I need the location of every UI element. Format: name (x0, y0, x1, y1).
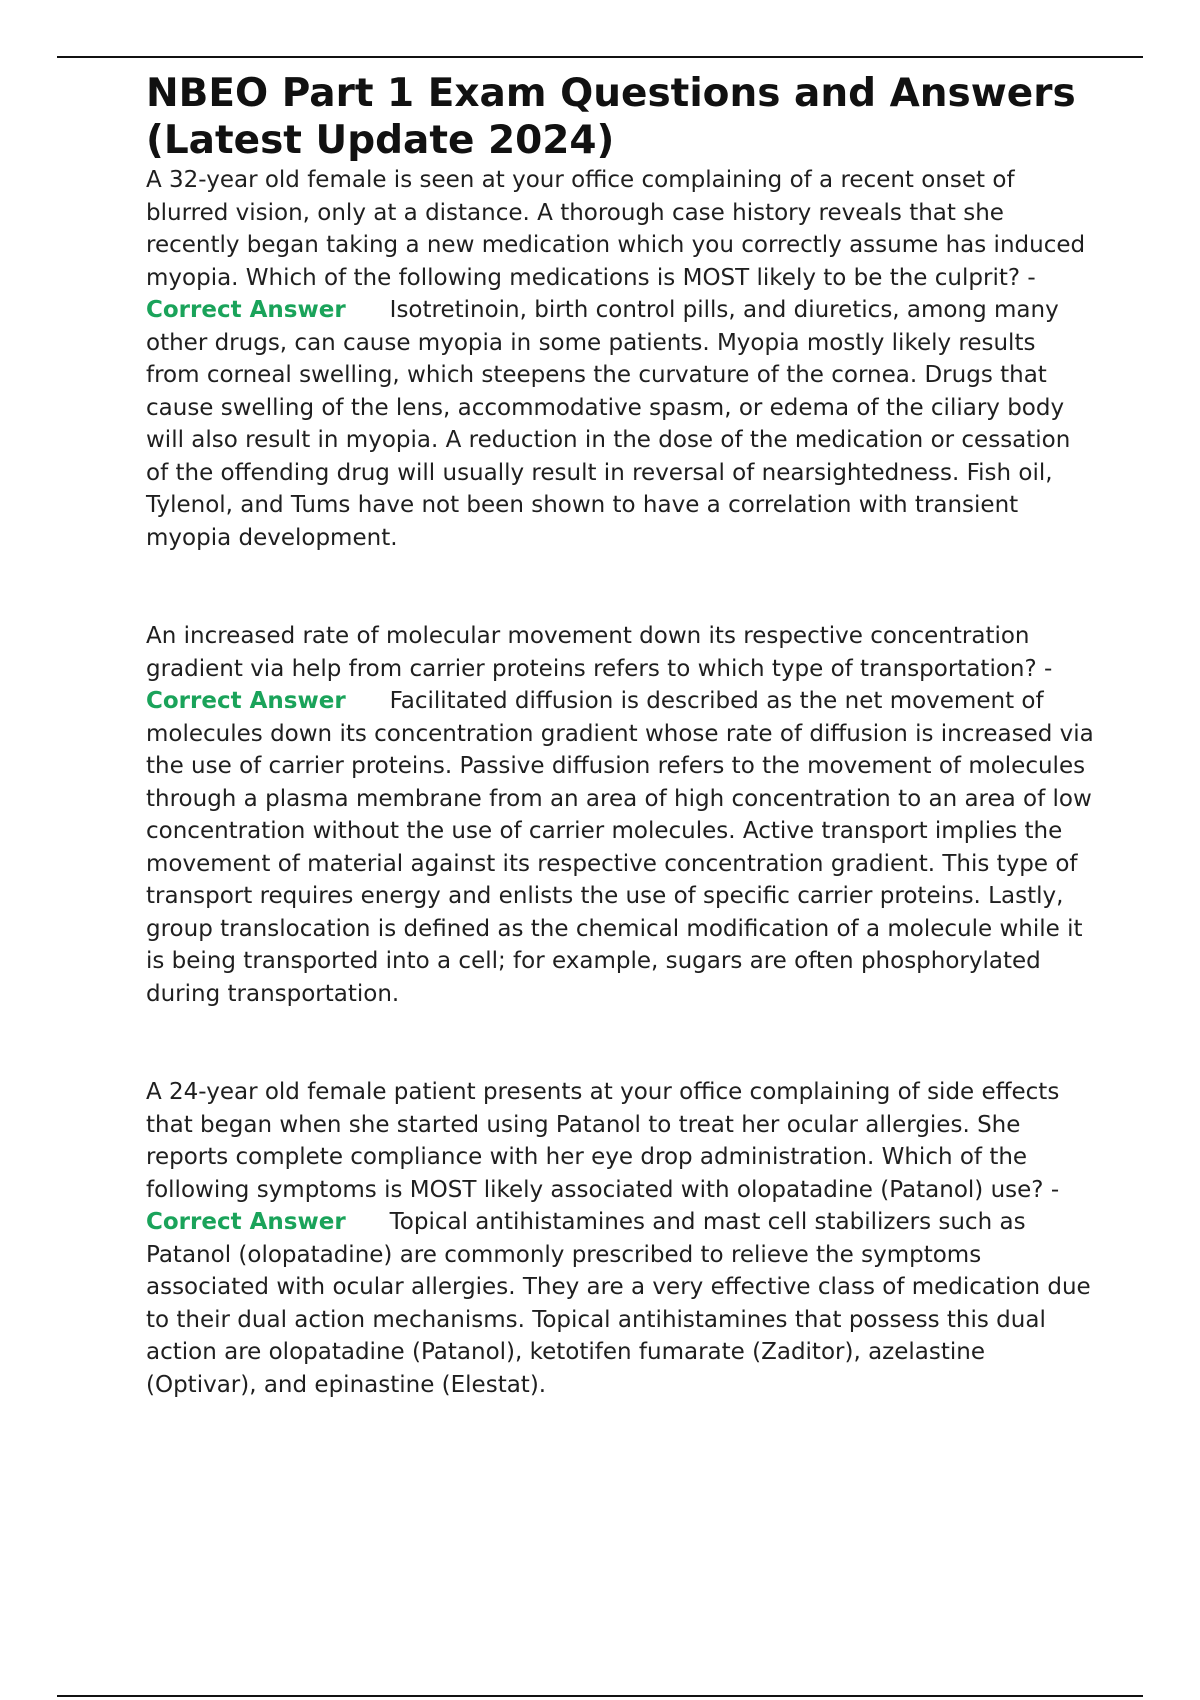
correct-answer-label: Correct Answer (146, 1209, 346, 1235)
document-body (146, 70, 1096, 1401)
page-title: NBEO Part 1 Exam Questions and Answers (Latest Update 2024) (146, 71, 1076, 163)
correct-answer-label: Correct Answer (146, 688, 346, 714)
question-text: A 24-year old female patient presents at your office complaining of side effects that began when she started using Patanol to treat her ocular allergies. She reports complete compliance with her eye drop administration. Which of the following symptoms is MOST likely associated with olopatadine (Patanol) use? - (146, 1079, 1060, 1203)
qa-item-1 (146, 164, 1096, 554)
top-rule (57, 56, 1143, 58)
question-text: A 32-year old female is seen at your office complaining of a recent onset of blurred vision, only at a distance. A thorough case history reveals that she recently began taking a new medication which you correctly assume has induced myopia. Which of the following medications is MOST likely to be the culprit? - (146, 167, 1086, 291)
qa-item-2 (146, 620, 1096, 1010)
answer-text: Topical antihistamines and mast cell stabilizers such as Patanol (olopatadine) are commonly prescribed to relieve the symptoms associated with ocular allergies. They are a very effective class of medication due to their dual action mechanisms. Topical antihistamines that possess this dual action are olopatadine (Patanol), ketotifen fumarate (Zaditor), azelastine (Optivar), and epinastine (Elestat). (146, 1209, 1091, 1398)
bottom-rule (57, 1695, 1143, 1697)
answer-text: Isotretinoin, birth control pills, and diuretics, among many other drugs, can cause myopia in some patients. Myopia mostly likely results from corneal swelling, which steepens the curvature of the cornea. Drugs that cause swelling of the lens, accommodative spasm, or edema of the ciliary body will also result in myopia. A reduction in the dose of the medication or cessation of the offending drug will usually result in reversal of nearsightedness. Fish oil, Tylenol, and Tums have not been shown to have a correlation with transient myopia development. (146, 297, 1071, 551)
correct-answer-label: Correct Answer (146, 297, 346, 323)
qa-item-3 (146, 1076, 1096, 1401)
question-text: An increased rate of molecular movement down its respective concentration gradient via help from carrier proteins refers to which type of transportation? - (146, 623, 1053, 682)
answer-text: Facilitated diffusion is described as the net movement of molecules down its concentration gradient whose rate of diffusion is increased via the use of carrier proteins. Passive diffusion refers to the movement of molecules through a plasma membrane from an area of high concentration to an area of low concentration without the use of carrier molecules. Active transport implies the movement of material against its respective concentration gradient. This type of transport requires energy and enlists the use of specific carrier proteins. Lastly, group translocation is defined as the chemical modification of a molecule while it is being transported into a cell; for example, sugars are often phosphorylated during transportation. (146, 688, 1094, 1007)
